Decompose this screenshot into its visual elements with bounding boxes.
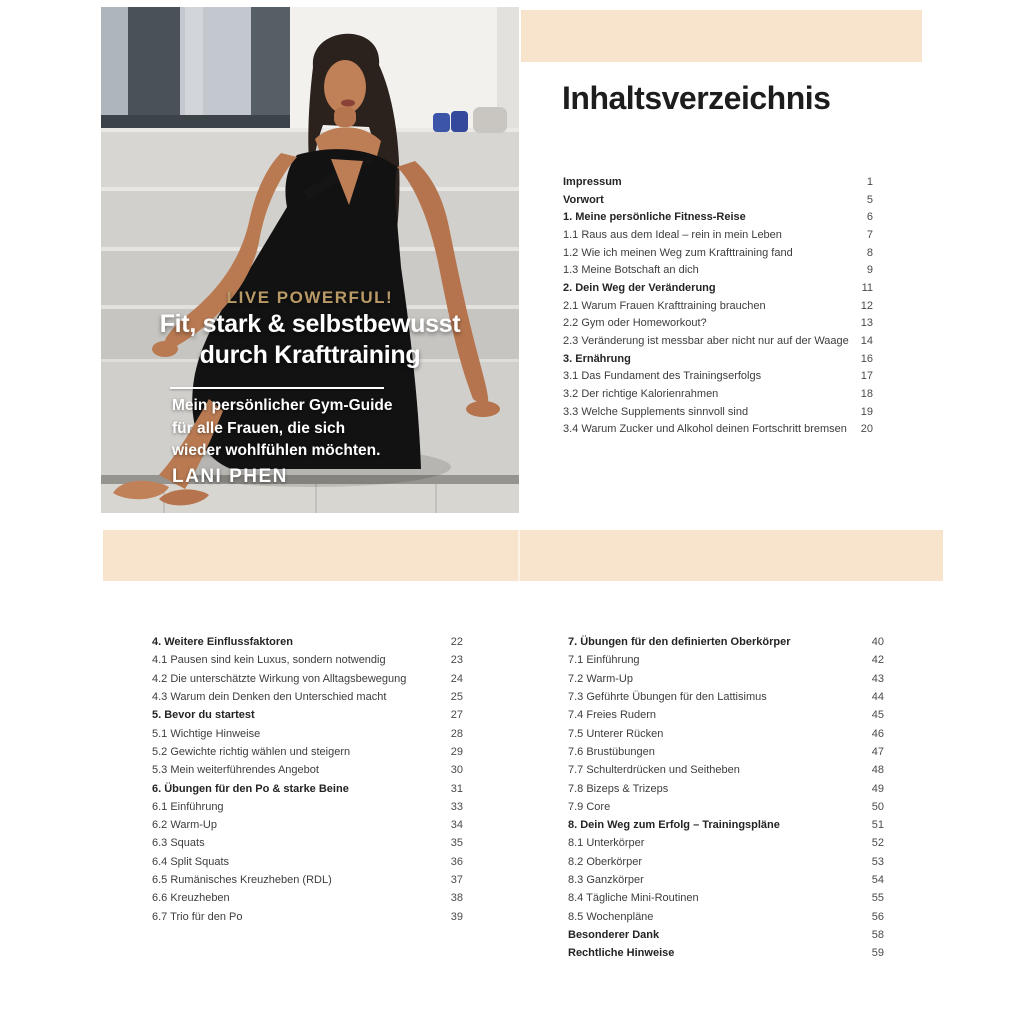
toc-entry-page-number: 53 xyxy=(871,855,884,868)
toc-row[interactable] xyxy=(152,853,463,871)
cover-subtitle-line1: Mein persönlicher Gym-Guide xyxy=(172,397,393,414)
toc-row[interactable] xyxy=(563,315,873,333)
cover-subtitle-line3: wieder wohlfühlen möchten. xyxy=(172,442,381,459)
toc-row[interactable] xyxy=(563,173,873,191)
toc-entry-label: 6.7 Trio für den Po xyxy=(152,910,243,923)
cover-subtitle-line2: für alle Frauen, die sich xyxy=(172,419,346,437)
toc-entry-label: 6.4 Split Squats xyxy=(152,855,230,868)
toc-row[interactable] xyxy=(568,743,884,761)
toc-entry-page-number: 22 xyxy=(450,636,463,649)
cover-title-line1: Fit, stark & selbstbewusst xyxy=(159,310,461,338)
toc-entry-page-number: 51 xyxy=(871,819,884,832)
toc-entry-label: 7.8 Bizeps & Trizeps xyxy=(568,782,669,795)
cover-title-line2: durch Krafttraining xyxy=(199,341,421,369)
toc-entry-label: 6. Übungen für den Po & starke Beine xyxy=(152,782,349,795)
toc-entry-label: 6.2 Warm-Up xyxy=(152,819,217,832)
cover-author-name: LANI PHEN xyxy=(172,466,288,487)
toc-row[interactable] xyxy=(563,350,873,368)
toc-entry-page-number: 9 xyxy=(866,264,873,277)
toc-entry-label: 6.5 Rumänisches Kreuzheben (RDL) xyxy=(152,874,332,886)
toc-row[interactable] xyxy=(152,706,463,724)
toc-entry-page-number: 16 xyxy=(860,352,873,365)
toc-row[interactable] xyxy=(568,889,884,907)
toc-row[interactable] xyxy=(568,633,884,651)
toc-heading: Inhaltsverzeichnis xyxy=(562,80,831,116)
toc-list-page1 xyxy=(563,173,873,438)
toc-entry-label: 3.2 Der richtige Kalorienrahmen xyxy=(563,388,719,401)
toc-row[interactable] xyxy=(563,208,873,226)
toc-entry-label: 7. Übungen für den definierten Oberkörper xyxy=(568,636,791,649)
toc-entry-page-number: 45 xyxy=(871,709,884,722)
toc-entry-label: 3. Ernährung xyxy=(563,352,631,365)
toc-entry-page-number: 44 xyxy=(871,691,884,704)
toc-entry-page-number: 8 xyxy=(866,246,873,259)
toc-entry-label: 4. Weitere Einflussfaktoren xyxy=(152,636,294,649)
toc-row[interactable] xyxy=(568,907,884,925)
toc-row[interactable] xyxy=(152,798,463,816)
toc-entry-label: 8.3 Ganzkörper xyxy=(568,874,644,886)
cover-photo xyxy=(101,7,519,513)
toc-entry-page-number: 55 xyxy=(871,892,884,905)
toc-entry-page-number: 52 xyxy=(871,837,884,850)
toc-entry-page-number: 54 xyxy=(871,874,884,886)
toc-entry-page-number: 11 xyxy=(861,281,873,294)
toc-row[interactable] xyxy=(563,403,873,421)
toc-entry-page-number: 39 xyxy=(450,910,463,923)
toc-entry-page-number: 23 xyxy=(450,654,463,667)
cover-divider-line xyxy=(170,387,384,389)
toc-row[interactable] xyxy=(152,889,463,907)
toc-row[interactable] xyxy=(152,907,463,925)
toc-entry-page-number: 27 xyxy=(450,709,463,722)
toc-entry-label: 6.6 Kreuzheben xyxy=(152,892,230,905)
toc-entry-page-number: 13 xyxy=(860,317,873,330)
toc-row[interactable] xyxy=(563,421,873,439)
toc-entry-label: 8. Dein Weg zum Erfolg – Trainingspläne xyxy=(568,819,780,832)
toc-row[interactable] xyxy=(152,779,463,797)
toc-entry-page-number: 35 xyxy=(450,837,463,850)
toc-row[interactable] xyxy=(563,279,873,297)
toc-entry-label: 1.1 Raus aus dem Ideal – rein in mein Leben xyxy=(563,228,782,241)
toc-entry-page-number: 50 xyxy=(871,800,884,813)
toc-row[interactable] xyxy=(152,688,463,706)
toc-entry-label: Vorwort xyxy=(563,193,604,206)
toc-entry-label: 4.2 Die unterschätzte Wirkung von Alltagsbewegung xyxy=(152,672,407,685)
toc-entry-label: 8.1 Unterkörper xyxy=(568,837,645,850)
toc-row[interactable] xyxy=(152,724,463,742)
toc-row[interactable] xyxy=(568,798,884,816)
toc-entry-label: 3.3 Welche Supplements sinnvoll sind xyxy=(563,405,749,418)
toc-row[interactable] xyxy=(568,670,884,688)
toc-entry-page-number: 49 xyxy=(871,782,884,795)
toc-entry-label: 5.3 Mein weiterführendes Angebot xyxy=(152,764,319,777)
toc-entry-label: Besonderer Dank xyxy=(568,928,660,941)
cover-tagline: LIVE POWERFUL! xyxy=(226,288,394,307)
toc-entry-label: Rechtliche Hinweise xyxy=(568,947,675,960)
toc-entry-label: 6.3 Squats xyxy=(152,837,205,850)
gray-bag xyxy=(473,107,507,133)
toc-entry-page-number: 1 xyxy=(866,175,873,188)
toc-entry-label: 7.3 Geführte Übungen für den Lattisimus xyxy=(568,691,767,704)
toc-entry-page-number: 6 xyxy=(866,211,873,224)
toc-row[interactable] xyxy=(563,368,873,386)
toc-row[interactable] xyxy=(152,761,463,779)
toc-entry-label: 7.5 Unterer Rücken xyxy=(568,727,664,740)
toc-entry-label: 1.2 Wie ich meinen Weg zum Krafttraining fand xyxy=(563,246,793,259)
toc-entry-page-number: 19 xyxy=(860,405,873,418)
toc-row[interactable] xyxy=(152,834,463,852)
toc-entry-page-number: 28 xyxy=(450,727,463,740)
toc-entry-label: 1. Meine persönliche Fitness-Reise xyxy=(563,211,746,224)
toc-entry-label: 7.6 Brustübungen xyxy=(568,745,655,758)
toc-entry-label: 7.7 Schulterdrücken und Seitheben xyxy=(568,764,740,777)
toc-entry-page-number: 14 xyxy=(860,335,873,348)
toc-entry-page-number: 5 xyxy=(866,193,873,206)
toc-row[interactable] xyxy=(152,871,463,889)
toc-entry-page-number: 34 xyxy=(450,819,463,832)
toc-entry-page-number: 46 xyxy=(871,727,884,740)
toc-row[interactable] xyxy=(152,816,463,834)
toc-entry-page-number: 31 xyxy=(450,782,463,795)
toc-entry-label: 7.1 Einführung xyxy=(568,654,640,667)
toc-entry-page-number: 17 xyxy=(860,370,873,383)
toc-entry-page-number: 25 xyxy=(450,691,463,704)
toc-row[interactable] xyxy=(563,297,873,315)
toc-entry-page-number: 43 xyxy=(871,672,884,685)
toc-entry-page-number: 37 xyxy=(450,874,463,886)
toc-entry-page-number: 40 xyxy=(871,636,884,649)
toc-row[interactable] xyxy=(152,743,463,761)
toc-row[interactable] xyxy=(563,332,873,350)
toc-row[interactable] xyxy=(568,944,884,962)
blue-shoes xyxy=(433,113,450,132)
toc-row[interactable] xyxy=(568,779,884,797)
toc-row[interactable] xyxy=(568,816,884,834)
toc-list-page2-right xyxy=(568,633,884,962)
toc-entry-label: 2.3 Veränderung ist messbar aber nicht nur auf der Waage xyxy=(563,335,849,348)
toc-entry-page-number: 59 xyxy=(871,947,884,960)
toc-entry-label: 7.2 Warm-Up xyxy=(568,672,633,685)
toc-row[interactable] xyxy=(568,853,884,871)
cover-subtitle xyxy=(172,395,393,463)
toc-entry-page-number: 58 xyxy=(871,928,884,941)
toc-entry-label: 4.1 Pausen sind kein Luxus, sondern notwendig xyxy=(152,654,386,667)
toc-entry-label: 5. Bevor du startest xyxy=(152,709,255,722)
toc-entry-label: 5.1 Wichtige Hinweise xyxy=(152,727,261,740)
toc-entry-page-number: 36 xyxy=(450,855,463,868)
toc-entry-label: 2.2 Gym oder Homeworkout? xyxy=(563,317,707,330)
toc-entry-label: 5.2 Gewichte richtig wählen und steigern xyxy=(152,745,351,758)
toc-entry-label: 4.3 Warum dein Denken den Unterschied macht xyxy=(152,691,387,704)
toc-row[interactable] xyxy=(563,226,873,244)
toc-entry-label: 3.4 Warum Zucker und Alkohol deinen Fortschritt bremsen xyxy=(563,423,847,436)
toc-row[interactable] xyxy=(152,651,463,669)
toc-entry-label: 7.4 Freies Rudern xyxy=(568,709,657,722)
toc-row[interactable] xyxy=(568,871,884,889)
toc-row[interactable] xyxy=(568,651,884,669)
toc-row[interactable] xyxy=(563,244,873,262)
toc-row[interactable] xyxy=(568,761,884,779)
toc-row[interactable] xyxy=(568,706,884,724)
toc-entry-label: 2. Dein Weg der Veränderung xyxy=(563,281,716,294)
toc-entry-label: 8.5 Wochenpläne xyxy=(568,910,654,923)
accent-bar-top xyxy=(521,10,922,62)
toc-entry-page-number: 24 xyxy=(450,672,463,685)
accent-bar-bottom xyxy=(103,530,943,581)
toc-entry-page-number: 29 xyxy=(450,745,463,758)
toc-row[interactable] xyxy=(568,688,884,706)
toc-list-page2-left xyxy=(152,633,463,926)
toc-entry-label: Impressum xyxy=(563,175,622,188)
toc-entry-label: 1.3 Meine Botschaft an dich xyxy=(563,264,699,277)
page-seam xyxy=(518,530,520,581)
toc-entry-page-number: 30 xyxy=(450,764,463,777)
toc-entry-page-number: 48 xyxy=(871,764,884,777)
toc-entry-label: 7.9 Core xyxy=(568,800,611,813)
toc-entry-page-number: 20 xyxy=(860,423,873,436)
toc-entry-page-number: 7 xyxy=(866,228,873,241)
toc-row[interactable] xyxy=(563,385,873,403)
toc-row[interactable] xyxy=(563,261,873,279)
toc-entry-label: 2.1 Warum Frauen Krafttraining brauchen xyxy=(563,299,766,312)
toc-entry-label: 6.1 Einführung xyxy=(152,800,224,813)
toc-row[interactable] xyxy=(563,191,873,209)
toc-entry-page-number: 12 xyxy=(860,299,873,312)
toc-entry-label: 3.1 Das Fundament des Trainingserfolgs xyxy=(563,370,762,383)
toc-row[interactable] xyxy=(568,926,884,944)
toc-entry-page-number: 33 xyxy=(450,800,463,813)
toc-row[interactable] xyxy=(568,834,884,852)
toc-entry-page-number: 47 xyxy=(871,745,884,758)
toc-entry-page-number: 38 xyxy=(450,892,463,905)
toc-row[interactable] xyxy=(152,633,463,651)
toc-row[interactable] xyxy=(152,670,463,688)
toc-entry-page-number: 42 xyxy=(871,654,884,667)
toc-entry-page-number: 56 xyxy=(871,910,884,923)
toc-row[interactable] xyxy=(568,724,884,742)
toc-entry-label: 8.2 Oberkörper xyxy=(568,855,642,868)
toc-entry-label: 8.4 Tägliche Mini-Routinen xyxy=(568,892,699,905)
toc-entry-page-number: 18 xyxy=(860,388,873,401)
